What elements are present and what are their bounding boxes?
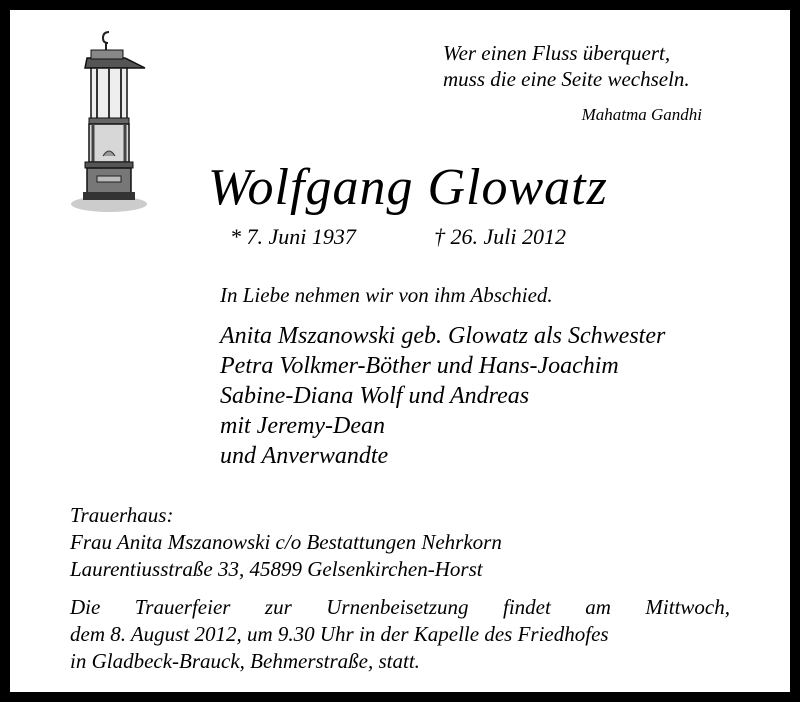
mourning-house-line-1: Frau Anita Mszanowski c/o Bestattungen Nehrkorn (70, 530, 502, 554)
farewell-text: In Liebe nehmen wir von ihm Abschied. (220, 283, 553, 307)
mourner-line: Petra Volkmer-Böther und Hans-Joachim (220, 353, 619, 379)
ceremony-line-1: Die Trauerfeier zur Urnenbeisetzung findet am Mittwoch, (70, 595, 730, 619)
mourner-line: mit Jeremy-Dean (220, 413, 386, 439)
mourning-house (70, 502, 502, 583)
ceremony-line-2: dem 8. August 2012, um 9.30 Uhr in der Kapelle des Friedhofes (70, 622, 609, 646)
mourner-line: Sabine-Diana Wolf und Andreas (220, 383, 530, 409)
quote-line-2: muss die eine Seite wechseln. (443, 67, 690, 91)
quote-author: Mahatma Gandhi (581, 105, 702, 124)
mourner-line: und Anverwandte (220, 443, 389, 469)
birth-date: * 7. Juni 1937 (230, 224, 356, 249)
quote (443, 40, 690, 92)
mourners-list (220, 321, 665, 471)
ceremony-info (70, 594, 730, 675)
miners-lamp-icon (65, 28, 155, 228)
quote-line-1: Wer einen Fluss überquert, (443, 41, 671, 65)
death-date: † 26. Juli 2012 (434, 224, 566, 249)
deceased-name: Wolfgang Glowatz (208, 159, 608, 216)
ceremony-line-3: in Gladbeck-Brauck, Behmerstraße, statt. (70, 649, 420, 673)
mourning-house-label: Trauerhaus: (70, 503, 174, 527)
mourner-line: Anita Mszanowski geb. Glowatz als Schwester (220, 323, 666, 349)
mourning-house-line-2: Laurentiusstraße 33, 45899 Gelsenkirchen-Horst (70, 557, 483, 581)
obituary-card (10, 10, 790, 692)
